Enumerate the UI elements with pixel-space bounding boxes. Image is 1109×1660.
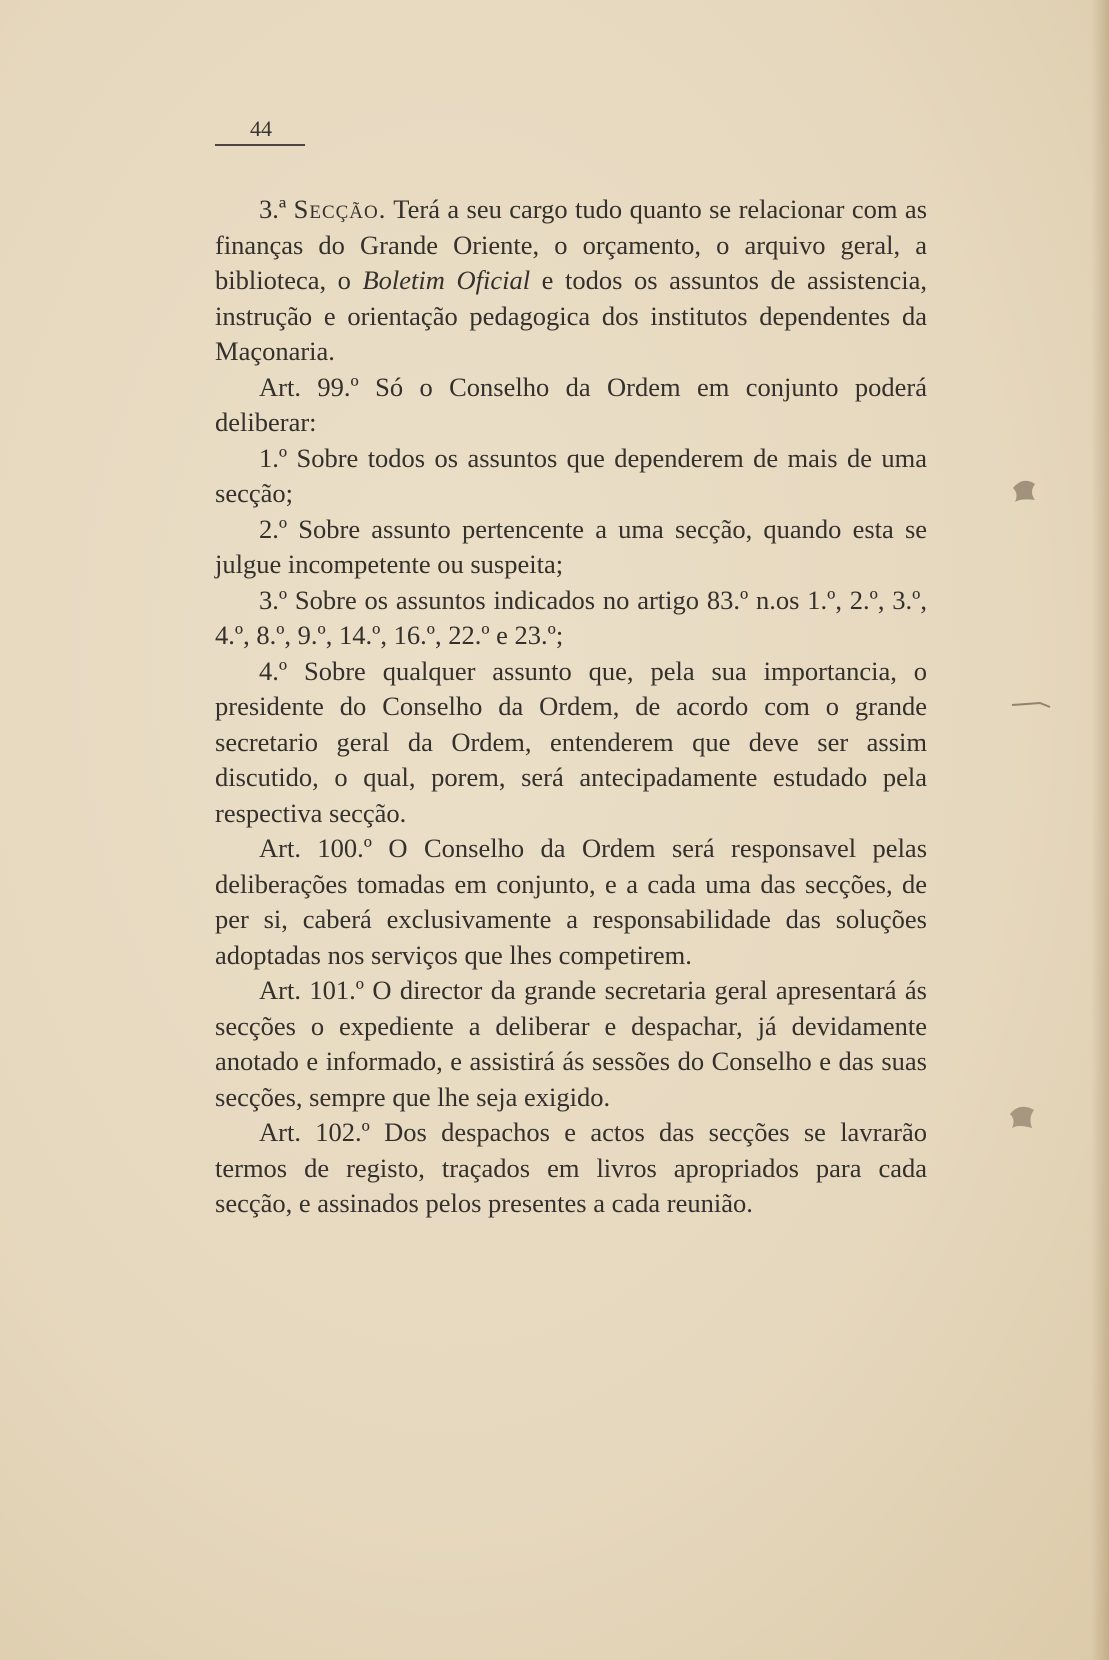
article-101-lead: Art. 101.º	[259, 975, 364, 1005]
list-item	[215, 512, 927, 583]
list-item-number: 4.º	[259, 655, 288, 686]
article-102	[215, 1115, 927, 1222]
section-italic-title: Boletim Oficial	[362, 265, 531, 295]
list-item-text: Sobre assunto pertencente a uma secção, quando esta se julgue incompetente ou suspeita;	[215, 513, 928, 579]
article-99-text: Só o Conselho da Ordem em conjunto poderá deliberar:	[215, 371, 927, 437]
list-item-number: 3.º	[259, 584, 288, 615]
list-item	[215, 441, 927, 512]
body-text	[215, 192, 927, 1222]
margin-stain-mark	[1000, 1098, 1044, 1138]
list-item-number: 2.º	[259, 513, 288, 544]
article-102-lead: Art. 102.º	[259, 1117, 370, 1147]
list-item-text: Sobre todos os assuntos que dependerem de mais de uma secção;	[215, 442, 928, 508]
list-item-number: 1.º	[259, 442, 288, 473]
list-item-text: Sobre os assuntos indicados no artigo 83.º n.os 1.º, 2.º, 3.º, 4.º, 8.º, 9.º, 14.º, 16.º, 22.º e 23.º;	[215, 584, 927, 650]
article-101-text: O director da grande secretaria geral apresentará ás secções o expediente a deliberar e despachar, já devidamente anotado e informado, e assistirá ás sessões do Conselho e das suas secções, sempre que lhe seja exigido.	[215, 975, 927, 1112]
section-text-before: Terá a seu cargo tudo quanto se relacionar com as finanças do Grande Oriente, o orçamento, o arquivo geral, a biblioteca, o	[215, 194, 928, 295]
article-99	[215, 370, 927, 441]
article-99-lead: Art. 99.º	[259, 371, 359, 402]
page-number: 44	[215, 116, 305, 146]
page-edge-shadow	[1091, 0, 1109, 1660]
section-number: 3.ª	[259, 194, 287, 224]
article-102-text: Dos despachos e actos das secções se lavrarão termos de registo, traçados em livros apropriados para cada secção, e assinados pelos presentes a cada reunião.	[215, 1117, 927, 1218]
article-100-lead: Art. 100.º	[259, 833, 372, 863]
article-100	[215, 831, 927, 973]
list-item	[215, 654, 927, 832]
section-paragraph	[215, 192, 927, 370]
list-item	[215, 583, 927, 654]
margin-stain-mark	[1005, 470, 1045, 510]
list-item-text: Sobre qualquer assunto que, pela sua importancia, o presidente do Conselho da Ordem, de acordo com o grande secretario geral da Ordem, entenderem que deve ser assim discutido, o qual, porem, será antecipadamente estudado pela respectiva secção.	[215, 655, 927, 828]
section-label: Secção.	[293, 194, 387, 224]
margin-stain-mark	[1010, 695, 1054, 715]
section-text-after: e todos os assuntos de assistencia, instrução e orientação pedagogica dos institutos dependentes da Maçonaria.	[215, 265, 927, 366]
article-100-text: O Conselho da Ordem será responsavel pelas deliberações tomadas em conjunto, e a cada uma das secções, de per si, caberá exclusivamente a responsabilidade das soluções adoptadas nos serviços que lhes competirem.	[215, 833, 928, 970]
article-101	[215, 973, 927, 1115]
